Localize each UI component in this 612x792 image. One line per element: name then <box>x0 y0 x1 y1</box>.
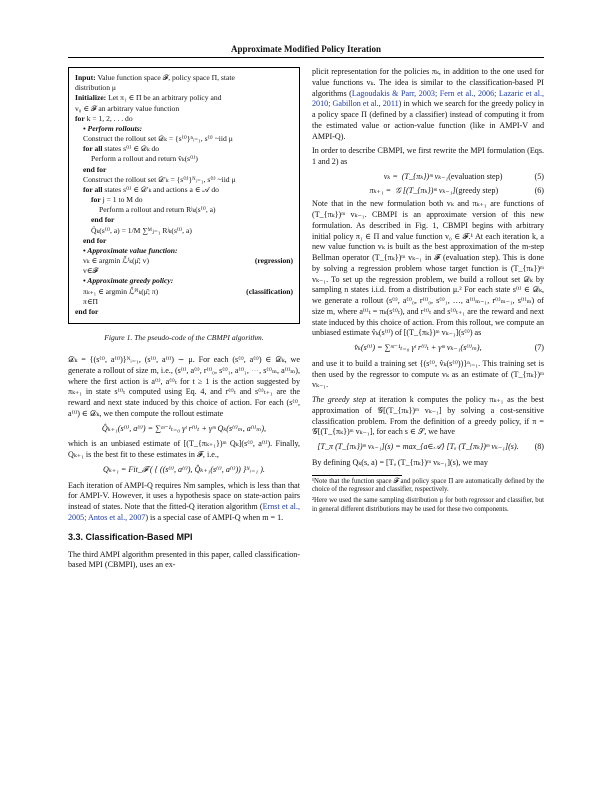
right-paragraph-2: In order to describe CBMPI, we first rewrite the MPI formulation (Eqs. 1 and 2) as <box>312 146 544 166</box>
eq8-body: [T_π (T_{πₖ})ᵐ vₖ₋₁](s) = max_{a∈𝒜} [Tₐ (T_{πₖ})ᵐ vₖ₋₁](s). <box>317 442 519 451</box>
algorithm-line <box>75 297 293 307</box>
algorithm-line-text: Q̂ₖ(s⁽ⁱ⁾, a) = 1/M ∑ᴹⱼ₌₁ Rʲₖ(s⁽ⁱ⁾, a) <box>91 225 192 235</box>
algorithm-line <box>75 246 293 256</box>
algorithm-line-text: for k = 1, 2, . . . do <box>75 113 133 123</box>
algorithm-line-text: for all states s⁽ⁱ⁾ ∈ 𝒟′ₖ and actions a ∈ 𝒜 do <box>83 184 219 194</box>
eq8-number: (8) <box>534 442 544 451</box>
left-column <box>68 67 300 575</box>
section-title-3-3: 3.3. Classification-Based MPI <box>68 531 193 542</box>
algorithm-line <box>75 73 293 83</box>
algorithm-line <box>75 287 293 297</box>
equation-7 <box>312 343 544 354</box>
algorithm-line <box>75 104 293 114</box>
right-paragraph-4: and use it to build a training set {(s⁽ⁱ⁾, v̂ₖ(s⁽ⁱ⁾))}ⁿᵢ₌₁. This training set is then used by the regressor to compute vₖ as an estimate of (T_{πₖ})ᵐ vₖ₋₁. <box>312 358 544 390</box>
algorithm-line-text: vₖ ∈ argmin ℒ̂ᶠₖ(μ̂; v) <box>83 256 150 266</box>
figure-caption-text: The pseudo-code of the CBMPI algorithm. <box>134 333 264 342</box>
equation-8 <box>312 442 544 453</box>
algorithm-line <box>75 83 293 93</box>
algorithm-line <box>75 185 293 195</box>
algorithm-line-text: π∈Π <box>83 296 98 306</box>
algorithm-line <box>75 165 293 175</box>
algorithm-line-text: • Perform rollouts: <box>83 123 143 133</box>
algorithm-line <box>75 134 293 144</box>
eq7-body: v̂ₖ(s⁽ⁱ⁾) = ∑ᵐ⁻¹ₜ₌₀ γᵗ r⁽ⁱ⁾ₜ + γᵐ vₖ₋₁(s⁽ⁱ⁾ₘ), <box>354 343 482 352</box>
greedy-step-emphasis: The greedy step <box>312 395 367 404</box>
eq5-rhs: (T_{πₖ})ᵐ vₖ₋₁ <box>401 171 449 181</box>
algorithm-line <box>75 154 293 164</box>
algorithm-line-text: end for <box>83 235 107 245</box>
eq6-tag: (greedy step) <box>455 185 499 195</box>
right-paragraph-3: Note that in the new formulation both vₖ and πₖ₊₁ are functions of (T_{πₖ})ᵐ vₖ₋₁. CBMPI is an approximate version of this new formulation. As described in Fig. 1, CBMPI begins with arbitrary initial policy π₁ ∈ Π and value function v₀ ∈ 𝓕.¹ At each iteration k, a new value function vₖ is built as the best approximation of the m-step Bellman operator (T_{πₖ})ᵐ vₖ₋₁ in 𝓕 (evaluation step). This is done by solving a regression problem whose target function is (T_{πₖ})ᵐ vₖ₋₁. To set up the regression problem, we build a rollout set 𝒟ₖ by sampling n states i.i.d. from a distribution μ.² For each state s⁽ⁱ⁾ ∈ 𝒟ₖ, we generate a rollout (s⁽ⁱ⁾, a⁽ⁱ⁾₀, r⁽ⁱ⁾₀, s⁽ⁱ⁾₁, …, a⁽ⁱ⁾ₘ₋₁, r⁽ⁱ⁾ₘ₋₁, s⁽ⁱ⁾ₘ) of size m, where a⁽ⁱ⁾ₜ = πₖ(s⁽ⁱ⁾ₜ), and r⁽ⁱ⁾ₜ and s⁽ⁱ⁾ₜ₊₁ are the reward and next state induced by this choice of action. From this rollout, we compute an unbiased estimate v̂ₖ(s⁽ⁱ⁾) of [(T_{πₖ})ᵐ vₖ₋₁](s⁽ⁱ⁾) as <box>312 199 544 338</box>
eq6-lhs: πₖ₊₁ = <box>369 185 392 195</box>
right-paragraph-5 <box>312 395 544 438</box>
right-paragraph-1a: plicit representation for the policies πₖ, in addition to the one used for value functions vₖ. The idea is similar to the classification-based PI algorithms ( <box>312 67 544 98</box>
right-column <box>312 67 544 515</box>
algorithm-line-text: πₖ₊₁ ∈ argmin ℒ̂ᴾᴵₖ(μ̂; π) <box>83 286 159 296</box>
eq7-number: (7) <box>534 343 544 352</box>
right-paragraph-1b: ) in which we search for the greedy policy in a policy space Π (defined by a classifier) instead of computing it from the estimated value or action-value function (like in AMPI-V and AMPI-Q). <box>312 99 544 141</box>
algorithm-line <box>75 93 293 103</box>
algorithm-line-text: end for <box>75 306 99 316</box>
left-paragraph-3 <box>68 481 300 524</box>
algorithm-line-text: Input: Value function space 𝓕, policy space Π, state <box>75 73 235 82</box>
algorithm-line-text: Perform a rollout and return v̂ₖ(s⁽ⁱ⁾) <box>91 154 198 164</box>
citation-ernst-antos[interactable]: Ernst et al., 2005; Antos et al., 2007 <box>68 502 300 522</box>
algorithm-line-text: for j = 1 to M do <box>91 195 143 205</box>
algorithm-line <box>75 236 293 246</box>
algorithm-line <box>75 205 293 215</box>
algorithm-line-text: v₀ ∈ 𝓕 an arbitrary value function <box>75 103 180 113</box>
algorithm-line <box>75 215 293 225</box>
algorithm-line <box>75 226 293 236</box>
algorithm-line-text: v∈𝓕 <box>83 266 99 276</box>
citation-classification-pi[interactable]: Lagoudakis & Parr, 2003; Fern et al., 2006; Lazaric et al., 2010; Gabillon et al., 2011 <box>312 88 545 109</box>
eq6-number: (6) <box>534 185 544 195</box>
algorithm-line <box>75 256 293 266</box>
figure-label: Figure 1. <box>104 333 133 342</box>
equation-rollout-estimate <box>68 424 300 435</box>
left-paragraph-3-text: Each iteration of AMPI-Q requires Nm samples, which is less than that for AMPI-V. However, it uses a hypothesis space on state-action pairs instead of states. Note that the fitted-Q iteration algorithm ( <box>68 480 300 512</box>
equation-5 <box>312 172 544 183</box>
left-paragraph-3-end: ) is a special case of AMPI-Q when m = 1. <box>145 512 284 522</box>
algorithm-line-text: end for <box>83 164 107 174</box>
algorithm-line-text: Perform a rollout and return Rʲₖ(s⁽ⁱ⁾, a) <box>99 205 216 215</box>
eq5-lhs: vₖ = <box>383 171 398 181</box>
equation-6 <box>312 186 544 197</box>
equation-fit <box>68 465 300 476</box>
footnote-rule <box>312 475 402 476</box>
algorithm-line-tag: (regression) <box>254 256 293 266</box>
algorithm-line <box>75 195 293 205</box>
equation-fit-body: Qₖ₊₁ = Fit_𝓕 ( { ((s⁽ⁱ⁾, a⁽ⁱ⁾), Q̂ₖ₊₁(s⁽ⁱ⁾, a⁽ⁱ⁾)) }ᴺᵢ₌₁ ). <box>103 464 265 474</box>
left-paragraph-4: The third AMPI algorithm presented in this paper, called classification-based MPI (CBMPI), uses an ex- <box>68 549 300 570</box>
algorithm-line <box>75 124 293 134</box>
algorithm-line-text: Construct the rollout set 𝒟′ₖ = {s⁽ⁱ⁾}ᴺᵢ₌₁, s⁽ⁱ⁾ ~iid μ <box>83 174 236 184</box>
eq5-tag: (evaluation step) <box>448 171 503 181</box>
algorithm-line <box>75 266 293 276</box>
algorithm-line <box>75 307 293 317</box>
algorithm-line-text: • Approximate value function: <box>83 245 178 255</box>
footnote-2: ²Here we used the same sampling distribution μ for both regressor and classifier, but in general different distributions may be used for these two components. <box>312 497 544 513</box>
algorithm-line <box>75 175 293 185</box>
algorithm-line <box>75 144 293 154</box>
algorithm-line-text: Construct the rollout set 𝒟ₖ = {s⁽ⁱ⁾}ⁿᵢ₌₁, s⁽ⁱ⁾ ~iid μ <box>83 134 233 144</box>
algorithm-box <box>68 67 300 324</box>
algorithm-line-text: • Approximate greedy policy: <box>83 276 174 286</box>
right-paragraph-5-text: at iteration k computes the policy πₖ₊₁ as the best approximation of 𝒢[(T_{πₖ})ᵐ vₖ₋₁] by solving a cost-sensitive classification problem. From the definition of a greedy policy, if π = 𝒢[(T_{πₖ})ᵐ vₖ₋₁], for each s ∈ 𝒮, we have <box>312 395 545 437</box>
running-head: Approximate Modified Policy Iteration <box>230 44 382 54</box>
eq5-number: (5) <box>534 171 544 181</box>
algorithm-line-text: end for <box>91 215 115 225</box>
right-paragraph-6: By defining Qₖ(s, a) = [Tₐ (T_{πₖ})ᵐ vₖ₋₁](s), we may <box>312 457 488 467</box>
equation-rollout-body: Q̂ₖ₊₁(s⁽ⁱ⁾, a⁽ⁱ⁾) = ∑ᵐ⁻¹ₜ₌₀ γᵗ r⁽ⁱ⁾ₜ + γᵐ Qₖ(s⁽ⁱ⁾ₘ, a⁽ⁱ⁾ₘ), <box>101 423 267 433</box>
header-rule <box>68 57 544 58</box>
algorithm-line-tag: (classification) <box>246 286 293 296</box>
algorithm-line-text: for all states s⁽ⁱ⁾ ∈ 𝒟ₖ do <box>83 144 160 154</box>
figure-caption <box>68 333 300 343</box>
algorithm-line <box>75 114 293 124</box>
eq6-rhs: 𝒢 [(T_{πₖ})ᵐ vₖ₋₁] <box>395 185 456 195</box>
algorithm-line <box>75 276 293 286</box>
left-paragraph-2: which is an unbiased estimate of [(T_{πₖ₊₁})ᵐ Qₖ](s⁽ⁱ⁾, a⁽ⁱ⁾). Finally, Qₖ₊₁ is the best fit to these estimates in 𝓕, i.e., <box>68 439 300 460</box>
algorithm-line-text: Initialize: Let π₁ ∈ Π be an arbitrary policy and <box>75 93 222 103</box>
right-paragraph-1 <box>312 67 544 142</box>
algorithm-line-text: distribution μ <box>75 83 116 93</box>
footnote-1: ¹Note that the function space 𝓕 and policy space Π are automatically defined by the choice of the regressor and classifier, respectively. <box>312 477 544 494</box>
left-paragraph-1: 𝒟ₖ = {(s⁽ⁱ⁾, a⁽ⁱ⁾)}ᴺᵢ₌₁, (s⁽ⁱ⁾, a⁽ⁱ⁾) ∼ μ. For each (s⁽ⁱ⁾, a⁽ⁱ⁾) ∈ 𝒟ₖ, we generate a rollout of size m, i.e., (s⁽ⁱ⁾, a⁽ⁱ⁾, r⁽ⁱ⁾₀, s⁽ⁱ⁾₁, a⁽ⁱ⁾₁, ⋯, s⁽ⁱ⁾ₘ, a⁽ⁱ⁾ₘ), where the first action is a⁽ⁱ⁾, a⁽ⁱ⁾ₜ for t ≥ 1 is the action suggested by πₖ₊₁ in state s⁽ⁱ⁾ₜ computed using Eq. 4, and r⁽ⁱ⁾ₜ and s⁽ⁱ⁾ₜ₊₁ are the reward and next state induced by this choice of action. For each (s⁽ⁱ⁾, a⁽ⁱ⁾) ∈ 𝒟ₖ, we then compute the rollout estimate <box>68 355 300 418</box>
